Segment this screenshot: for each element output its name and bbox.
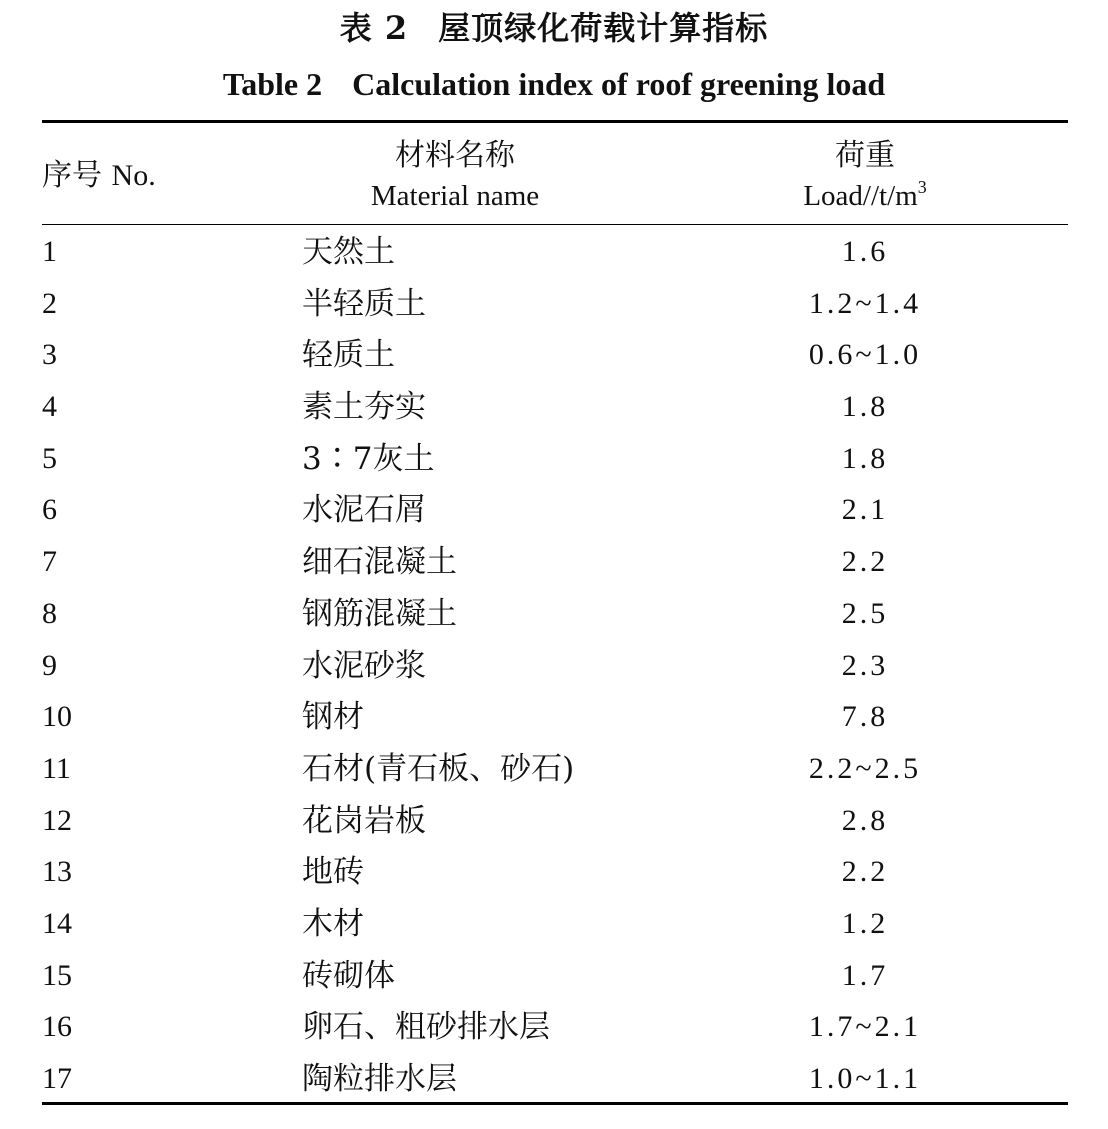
table-number-cn: 表 2 bbox=[339, 9, 409, 47]
row-material-name: 砖砌体 bbox=[302, 957, 395, 994]
row-material-name: 地砖 bbox=[302, 854, 364, 891]
row-material-name: 素土夯实 bbox=[302, 389, 426, 426]
row-load: 0.6~1.0 bbox=[808, 338, 922, 372]
row-material-name: 花岗岩板 bbox=[302, 802, 426, 839]
header-number bbox=[42, 156, 156, 196]
row-load: 1.2~1.4 bbox=[808, 286, 922, 320]
row-number: 11 bbox=[42, 751, 71, 785]
table-row bbox=[0, 381, 1108, 433]
row-load: 1.7 bbox=[841, 958, 889, 992]
table-row bbox=[0, 1053, 1108, 1105]
row-material-name: 轻质土 bbox=[302, 337, 395, 374]
table-caption-chinese bbox=[0, 6, 1108, 50]
row-load: 1.8 bbox=[841, 390, 889, 424]
row-material-name: 木材 bbox=[302, 905, 364, 942]
row-number: 7 bbox=[42, 545, 57, 579]
table-row bbox=[0, 588, 1108, 640]
table-row bbox=[0, 795, 1108, 847]
row-number: 15 bbox=[42, 958, 72, 992]
table-row bbox=[0, 691, 1108, 743]
header-load-superscript: 3 bbox=[917, 177, 927, 197]
header-name-en: Material name bbox=[370, 180, 540, 212]
row-number: 16 bbox=[42, 1010, 72, 1044]
table-bottom-rule bbox=[42, 1102, 1068, 1105]
header-load-cn: 荷重 bbox=[835, 138, 895, 173]
row-number: 8 bbox=[42, 596, 57, 630]
table-row bbox=[0, 226, 1108, 278]
row-material-name: 水泥石屑 bbox=[302, 492, 426, 529]
row-number: 13 bbox=[42, 855, 72, 889]
row-number: 2 bbox=[42, 286, 57, 320]
header-number-en: No. bbox=[111, 159, 156, 192]
row-load: 1.0~1.1 bbox=[808, 1062, 922, 1095]
row-number: 4 bbox=[42, 390, 57, 424]
table-number-en: Table 2 bbox=[222, 66, 323, 102]
table-row bbox=[0, 950, 1108, 1002]
row-number: 17 bbox=[42, 1062, 72, 1095]
table-row bbox=[0, 846, 1108, 898]
row-load: 2.3 bbox=[841, 648, 889, 682]
table-row bbox=[0, 743, 1108, 795]
row-number: 1 bbox=[42, 235, 57, 268]
table-row bbox=[0, 1001, 1108, 1053]
table-row bbox=[0, 278, 1108, 330]
row-material-name: 3∶7灰土 bbox=[302, 440, 435, 477]
header-load bbox=[760, 136, 970, 216]
row-load: 1.8 bbox=[841, 441, 889, 475]
table-row bbox=[0, 329, 1108, 381]
table-row bbox=[0, 536, 1108, 588]
row-number: 5 bbox=[42, 441, 57, 475]
table-row bbox=[0, 898, 1108, 950]
row-load: 1.6 bbox=[841, 235, 889, 268]
row-load: 2.1 bbox=[841, 493, 889, 527]
table-row bbox=[0, 640, 1108, 692]
row-material-name: 卵石、粗砂排水层 bbox=[302, 1009, 550, 1046]
table-title-cn: 屋顶绿化荷载计算指标 bbox=[438, 9, 769, 47]
row-number: 12 bbox=[42, 803, 72, 837]
row-load: 2.2 bbox=[841, 855, 889, 889]
row-number: 14 bbox=[42, 906, 72, 940]
header-name-cn: 材料名称 bbox=[395, 138, 515, 173]
row-material-name: 天然土 bbox=[302, 234, 395, 270]
row-material-name: 半轻质土 bbox=[302, 285, 426, 322]
table-header-rule bbox=[42, 224, 1068, 225]
row-load: 2.2 bbox=[841, 545, 889, 579]
header-load-en: Load//t/m bbox=[803, 180, 918, 212]
row-material-name: 细石混凝土 bbox=[302, 544, 457, 581]
row-material-name: 陶粒排水层 bbox=[302, 1061, 457, 1097]
row-load: 1.2 bbox=[841, 906, 889, 940]
row-number: 10 bbox=[42, 700, 72, 734]
header-material-name bbox=[300, 136, 610, 216]
row-number: 9 bbox=[42, 648, 57, 682]
row-number: 6 bbox=[42, 493, 57, 527]
row-load: 2.8 bbox=[841, 803, 889, 837]
table-caption-english bbox=[0, 62, 1108, 106]
row-load: 2.5 bbox=[841, 596, 889, 630]
row-load: 2.2~2.5 bbox=[808, 751, 922, 785]
header-load-en-line bbox=[760, 176, 970, 216]
row-material-name: 水泥砂浆 bbox=[302, 647, 426, 684]
row-load: 7.8 bbox=[841, 700, 889, 734]
row-material-name: 石材(青石板、砂石) bbox=[302, 750, 575, 787]
table-top-rule bbox=[42, 120, 1068, 123]
table-title-en: Calculation index of roof greening load bbox=[352, 66, 886, 102]
table-row bbox=[0, 433, 1108, 485]
table-row bbox=[0, 484, 1108, 536]
row-number: 3 bbox=[42, 338, 57, 372]
header-number-cn: 序号 bbox=[42, 158, 102, 193]
row-material-name: 钢材 bbox=[302, 699, 364, 736]
table-body bbox=[0, 226, 1108, 1105]
row-material-name: 钢筋混凝土 bbox=[302, 595, 457, 632]
row-load: 1.7~2.1 bbox=[808, 1010, 922, 1044]
